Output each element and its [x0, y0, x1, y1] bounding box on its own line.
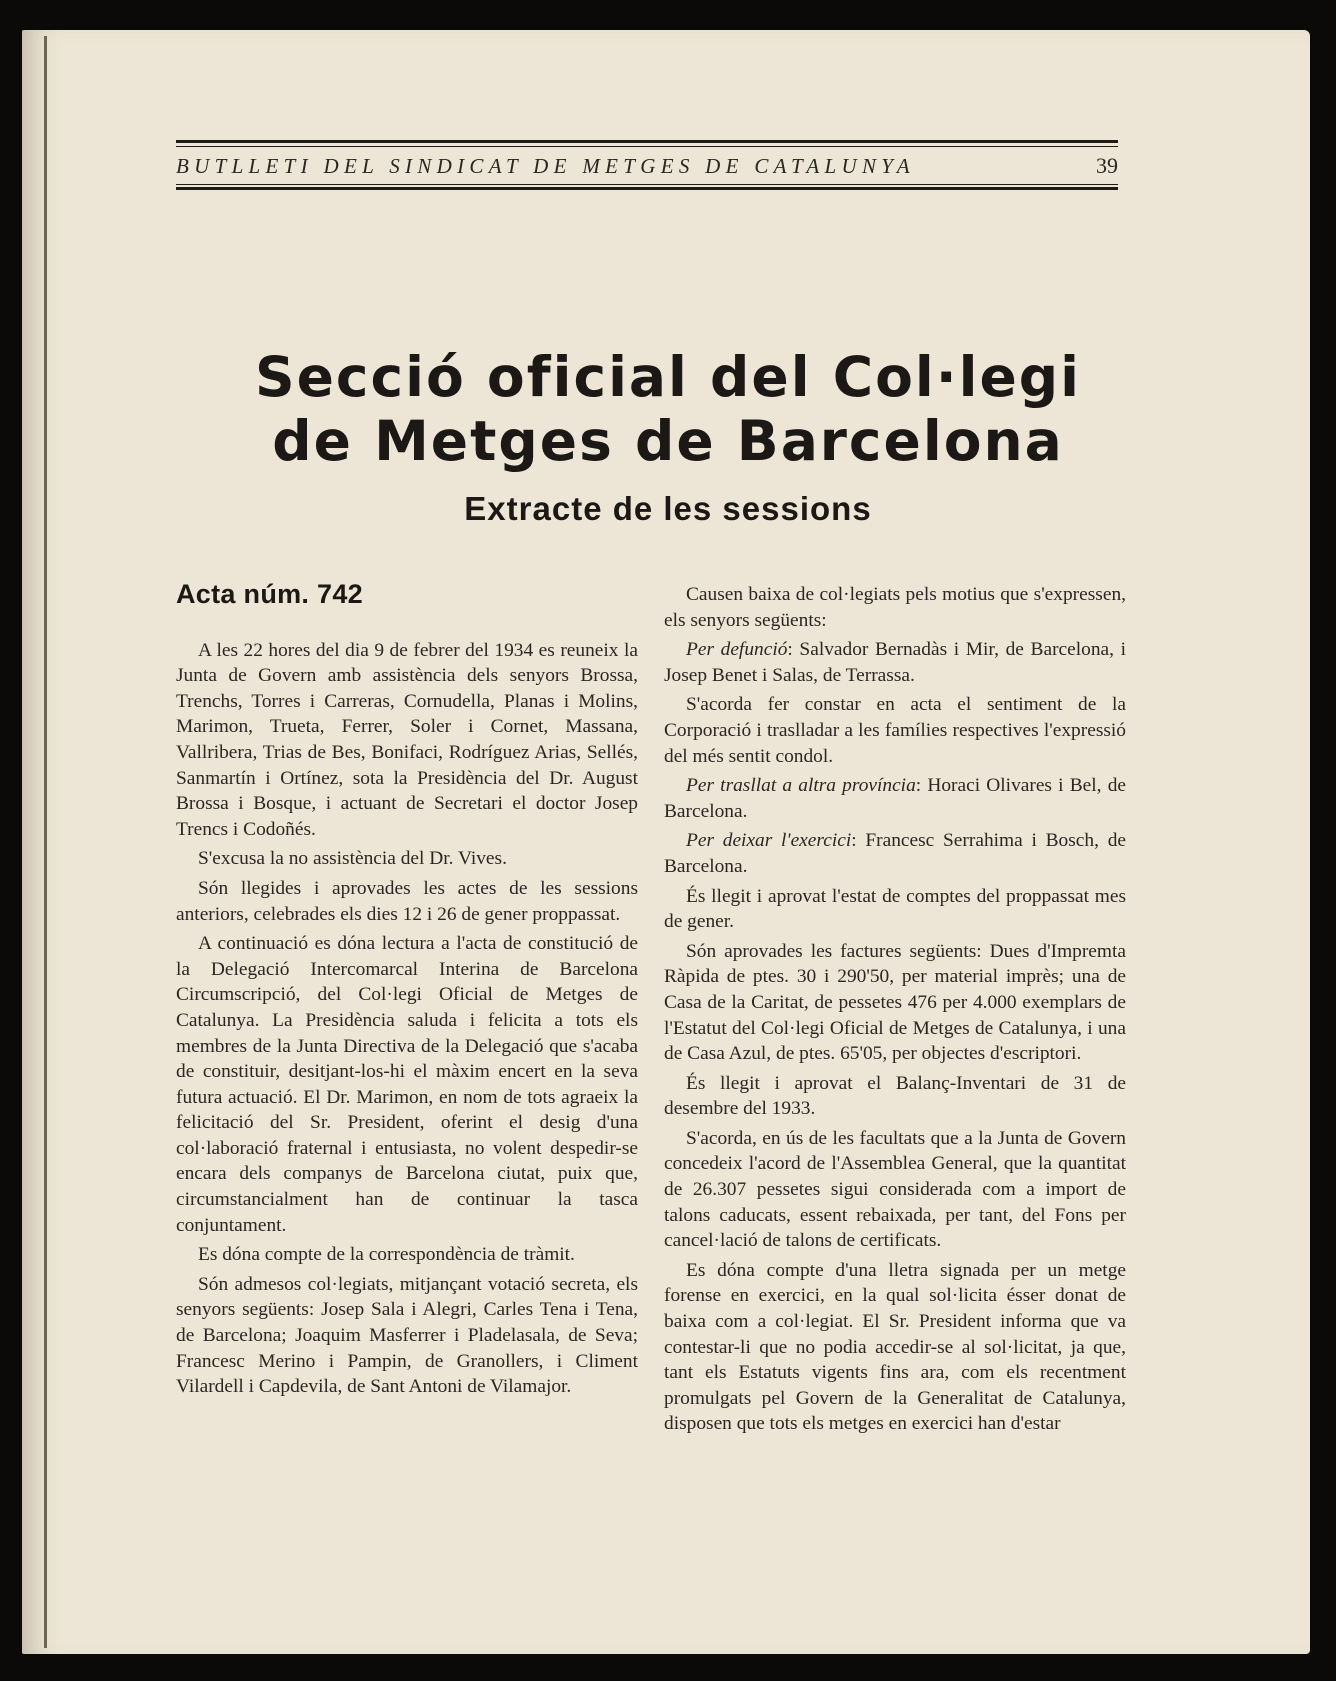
binding-gutter [44, 36, 47, 1648]
paragraph: Causen baixa de col·legiats pels motius que s'expressen, els senyors següents: [664, 584, 1126, 631]
paragraph: S'excusa la no assistència del Dr. Vives. [198, 848, 507, 870]
paragraph: S'acorda, en ús de les facultats que a la Junta de Govern concedeix l'acord de l'Assemblea General, que la quantitat de 26.307 pessetes sigui considerada com a import de talons caducats, essent rebaixada, per tant, del Fons per cancel·lació de talons de certificats. [664, 1127, 1126, 1252]
paragraph: Per trasllat a altra província: Horaci Olivares i Bel, de Barcelona. [664, 775, 1127, 822]
paragraph: S'acorda fer constar en acta el sentiment de la Corporació i traslladar a les famílies respectives l'expressió del més sentit condol. [664, 694, 1126, 767]
title-line-2: de Metges de Barcelona [272, 409, 1064, 473]
paragraph: Són llegides i aprovades les actes de les sessions anteriors, celebrades els dies 12 i 26 de gener proppassat. [176, 877, 638, 925]
paragraph: Es dóna compte de la correspondència de tràmit. [198, 1244, 575, 1266]
deregistration-reason: Per defunció [686, 639, 788, 661]
header-rule-top-thin [176, 146, 1118, 147]
page-title [200, 345, 1136, 473]
paragraph: Per defunció: Salvador Bernadàs i Mir, de Barcelona, i Josep Benet i Salas, de Terrassa. [664, 639, 1126, 686]
paragraph: Són aprovades les factures següents: Dues d'Impremta Ràpida de ptes. 30 i 290'50, per material imprès; una de Casa de la Caritat, de pessetes 476 per 4.000 exemplars de l'Estatut del Col·legi Oficial de Metges de Catalunya, i una de Casa Azul, de ptes. 65'05, per objectes d'escriptori. [664, 940, 1126, 1065]
paragraph: A les 22 hores del dia 9 de febrer del 1934 es reuneix la Junta de Govern amb assistència dels senyors Brossa, Trenchs, Torres i Carreras, Cornudella, Planas i Molins, Marimon, Trueta, Ferrer, Soler i Cornet, Massana, Vallribera, Trias de Bes, Bonifaci, Rodríguez Arias, Sellés, Sanmartín i Ortínez, sota la Presidència del Dr. August Brossa i Bosque, i actuant de Secretari el doctor Josep Trencs i Codoñés. [176, 639, 638, 840]
paragraph: És llegit i aprovat l'estat de comptes del proppassat mes de gener. [664, 885, 1126, 933]
paragraph: És llegit i aprovat el Balanç-Inventari de 31 de desembre del 1933. [664, 1072, 1126, 1120]
page-subtitle: Extracte de les sessions [464, 490, 872, 527]
title-line-1: Secció oficial del Col·legi [255, 345, 1081, 409]
page-number: 39 [1096, 153, 1118, 178]
running-title: BUTLLETI DEL SINDICAT DE METGES DE CATALUNYA [176, 153, 915, 178]
paragraph: Es dóna compte d'una lletra signada per un metge forense en exercici, en la qual sol·licita ésser donat de baixa com a col·legiat. El Sr. President informa que va contestar-li que no podia accedir-se al sol·licitat, ja que, tant els Estatuts vigents fins ara, com els recentment promulgats pel Govern de la Generalitat de Catalunya, disposen que tots els metges en exercici han d'estar [664, 1259, 1126, 1435]
paragraph: Són admesos col·legiats, mitjançant votació secreta, els senyors següents: Josep Sala i Alegri, Carles Tena i Tena, de Barcelona; Joaquim Masferrer i Pladelasala, de Seva; Francesc Merino i Pampin, de Granollers, i Climent Vilardell i Capdevila, de Sant Antoni de Vilamajor. [176, 1273, 638, 1398]
deregistration-reason: Per deixar l'exercici [686, 830, 852, 852]
paragraph: A continuació es dóna lectura a l'acta de constitució de la Delegació Intercomarcal Interina de Barcelona Circumscripció, del Col·legi Oficial de Metges de Catalunya. La Presidència saluda i felicita a tots els membres de la Junta Directiva de la Delegació que s'acaba de constituir, desitjant-los-hi el màxim encert en la seva futura actuació. El Dr. Marimon, en nom de tots agraeix la felicitació del Sr. President, oferint el desig d'una col·laboració fraternal i entusiasta, no volent despedir-se encara dels companys de Barcelona ciutat, puix que, circumstancialment han de continuar la tasca conjuntament. [176, 933, 638, 1236]
header-rule-top [176, 140, 1118, 143]
header-rule-bottom-thin [176, 184, 1118, 185]
left-column [176, 579, 638, 1400]
right-column [664, 582, 1126, 1437]
header-rule-bottom [176, 187, 1118, 190]
paragraph: Per deixar l'exercici: Francesc Serrahima i Bosch, de Barcelona. [664, 830, 1126, 877]
deregistration-reason: Per trasllat a altra província [686, 775, 916, 797]
running-header [176, 140, 1118, 193]
act-heading: Acta núm. 742 [176, 579, 363, 609]
